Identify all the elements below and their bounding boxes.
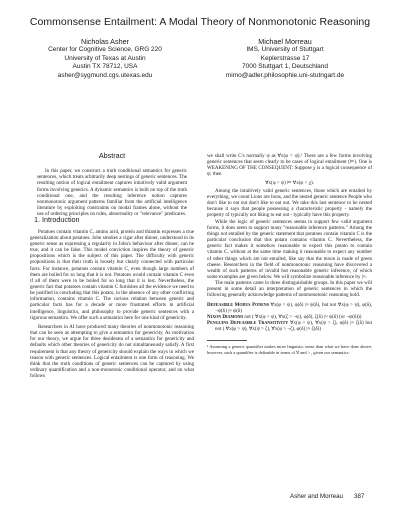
body-paragraph: Among the intuitively valid generic sentences, those which are entailed by everything, we count Lions are lions, and the nested generic sentence People who don't like to eat out don't like to eat out. We take this last sentence to be nested because it says that people possessing a characteristic property - namely the property of typically not liking to eat out - typically have this property. [207,187,372,219]
author-email: asher@sygmund.cgs.utexas.edu [57,71,153,79]
body-paragraph: The main patterns came in three distinguishable groups. In this paper we will present in some detail an interpretation of generic sentences in which the following generally acknowledge patterns of nonmonotonic reasoning hold. [207,280,372,299]
pattern-name: Nixon Diamond [207,313,244,320]
pattern-name: Penguins Defeasible Transitivity [207,320,289,327]
author-org: University of Texas at Austin [64,54,146,62]
author-address: 7000 Stuttgart 1, Deutschland [241,63,328,71]
section-heading: 1. Introduction [34,215,80,225]
pattern-continuation: ζ(δ)) [311,326,321,333]
body-paragraph: we shall write C's normally ψ as ∀x(φ > ψ).¹ There are a few forms involving generic sentences that seem clearly to be cases of logical entailment (⊨). One is WEAKENING OF THE CONSEQUENT: Suppose χ is a logical consequence of ψ; then [207,153,372,178]
author-org: Keplerstrasse 17 [260,54,310,62]
author-name: Michael Morreau [258,37,312,46]
pattern-formula: ∀x(φ > ψ), φ(δ) |≈ ψ(δ), [270,301,321,308]
pattern-item [207,302,372,314]
author-affiliation: IMS, University of Stuttgart [246,46,324,54]
intro-paragraph-2: Researchers in AI have produced many theories of nonmonotonic reasoning that can be seen as attempting to give a semantics for genericity. As motivation for our theory, we argue for three desiderata of a semantics for genericity and defaults which other theories of genericity do not simultaneously satisfy. A first requirement is that any theory of genericity should explain the ways in which we reason with generic sentences. Logical entailment is one form of reasoning. We think that the truth conditions of generic sentences can be captured by using ordinary quantification and a non-monotonic conditional operator, and on what follows [30,323,194,380]
intro-paragraph-1: Potatoes contain vitamin C, amino acid, protein and thiamin expresses a true generalization about potatoes. John smokes a cigar after dinner, understood in its generic sense as expressing a regularity in John's behaviour after dinner, can be true, and it can be false. This model conviction inspires the theory of generic propositions which is the subject of this paper. The difficulty with generic propositions is that their truth is loosely but clearly connected with particular facts. For instance, potatoes contain vitamin C, even though large numbers of them are boiled for so long that it is not. Potatoes would contain vitamin C even if all of them were to be boiled for so long that it is lost. Nevertheless, the generic fact that potatoes contain vitamin C furnishes all the evidence we need to be justified in concluding that this potato, in the absence of any other conflicting information, contains vitamin C. The curious relation between generic and particular facts has for a decade or more frustrated efforts in artificial intelligence, linguistics, and philosophy to provide generic sentences with a rigorous semantics. We offer such a semantics here for one kind of genericity. [30,228,194,321]
pattern-continuation: φ(δ) |≈ ζ(δ) [339,320,364,327]
author-name: Nicholas Asher [81,37,129,46]
pattern-name: Defeasible Modus Ponens [207,301,269,308]
pattern-formula: not ( ∀x(φ > ψ), ∀x(ζ > ¬ψ), φ(δ), ζ(δ) |≈ [244,313,328,320]
running-footer: Asher and Morreau [290,493,343,500]
abstract-heading: Abstract [98,151,126,160]
author-block-1 [22,38,188,80]
page-number: 387 [354,493,365,500]
pattern-continuation: ψ(δ) (or ¬ψ(δ))) [328,313,362,320]
author-address: Austin TX 78712, USA [72,63,138,71]
footnote: ¹ Assuming a generic quantifier makes more linguistic sense than what we have done above; however, such a quantifier is definable in terms of ∀ and > , given our semantics. [207,344,372,355]
pattern-formula: ∀x(φ > ψ), ∀x(ψ > ζ), [290,320,338,327]
right-column [207,153,372,355]
display-equation: ∀x(φ > ψ) ⊨ ∀x(φ > χ). [265,179,314,186]
footnote-rule [207,340,247,341]
author-affiliation: Center for Cognitive Science, GRG 220 [48,46,162,54]
pattern-item [207,320,372,332]
pattern-continuation: but not ∀x(φ > ψ), φ(δ), ¬ψ(δ) |≈ ψ(δ) [215,301,373,314]
author-email: mimo@adler.philosophie.uni-stutngart.de [225,71,345,79]
left-column [30,153,194,379]
abstract-text: In this paper, we construct a truth conditional semantics for generic sentences, which treats arbitrarily deep nestings of generic sentences. The resulting notion of logical entailment captures intuitively valid argument forms involving generics. A dynamic semantics is built on top of the truth conditional one, and the resulting inference notion captures nonmonotonic argument patterns familiar from the artificial intelligence literature by exploiting constraints on modal frames alone, without the use of ordering principles on rules, abnormality or "relevance" predicates. [37,168,187,218]
body-paragraph: While the logic of generic sentences seems to support few valid argument forms, it does seem to support many "reasonable inference patterns." Among the things not entailed by the generic statement that potatoes contain vitamin C is the particular conclusion that this potato contains vitamin C. Nevertheless, the generic fact makes it somehow reasonable to expect this potato to contain vitamin C, without at the same time making it reasonable to expect any number of other things which are not entailed, like say that the moon is made of green cheese. Researchers in the field of nonmonotonic reasoning have discovered a wealth of such patterns of invalid but reasonable generic inference, of which some examples are given below. We will symbolize reasonable inference by |≈. [207,218,372,280]
pattern-continuation: but not ( ∀x(φ > ψ), ∀x(ψ > ζ), ∀x(φ > ¬ζ), φ(δ) |≈ [215,320,372,333]
author-block-2 [200,38,370,80]
paper-title: Commonsense Entailment: A Modal Theory of Nonmonotonic Reasoning [29,16,371,28]
